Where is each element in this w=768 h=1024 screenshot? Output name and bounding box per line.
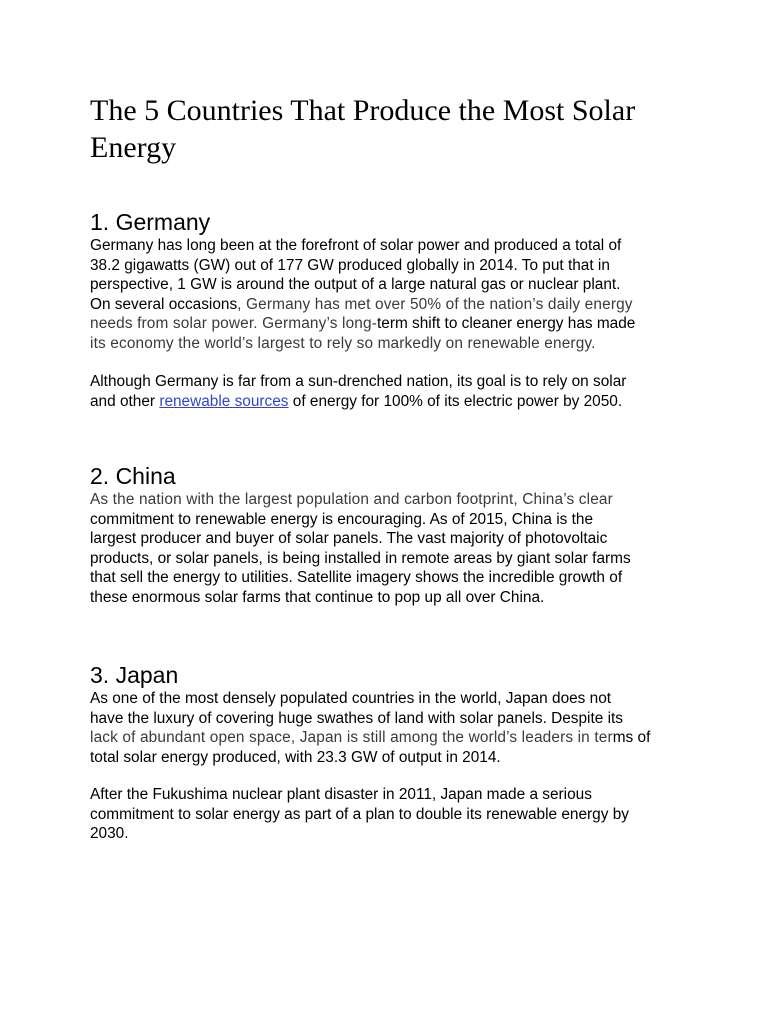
text-line: Although Germany is far from a sun-drenched nation, its goal is to rely on solar <box>90 373 627 390</box>
text-line: its economy the world’s largest to rely so markedly on renewable energy. <box>90 334 596 352</box>
text-segment: term shift to cleaner energy has made <box>377 315 636 332</box>
text-segment: and other <box>90 392 160 410</box>
text-line: perspective, 1 GW is around the output of a large natural gas or nuclear plant. <box>90 276 621 293</box>
page-title: The 5 Countries That Produce the Most Solar Energy <box>90 94 636 164</box>
text-line <box>90 314 690 334</box>
text-line <box>90 728 690 748</box>
renewable-sources-link[interactable]: renewable sources <box>159 392 289 410</box>
text-line: these enormous solar farms that continue to pop up all over China. <box>90 588 545 606</box>
text-line: As the nation with the largest population and carbon footprint, China’s clear <box>90 491 613 508</box>
germany-paragraph-2 <box>90 372 690 411</box>
text-segment: of energy for 100% of its electric power by 2050. <box>288 392 623 410</box>
text-line: largest producer and buyer of solar panels. The vast majority of photovoltaic <box>90 530 608 547</box>
text-line: After the Fukushima nuclear plant disaster in 2011, Japan made a serious <box>90 786 592 803</box>
text-line: 2030. <box>90 825 129 842</box>
germany-paragraph-1 <box>90 236 690 353</box>
text-line: have the luxury of covering huge swathes of land with solar panels. Despite its <box>90 709 623 727</box>
japan-paragraph-1 <box>90 689 690 767</box>
text-segment: , Germany has met over 50% of the nation’s daily energy <box>237 295 633 313</box>
text-line: products, or solar panels, is being installed in remote areas by giant solar farms <box>90 549 631 567</box>
text-segment: ms of <box>612 729 651 746</box>
text-line: commitment to renewable energy is encouraging. As of 2015, China is the <box>90 510 594 528</box>
china-paragraph-1 <box>90 490 690 607</box>
text-segment: lack of abundant open space, Japan is still among the world’s leaders in ter <box>90 729 613 746</box>
text-line: total solar energy produced, with 23.3 GW of output in 2014. <box>90 748 501 766</box>
text-line: 38.2 gigawatts (GW) out of 177 GW produced globally in 2014. To put that in <box>90 256 610 274</box>
text-line: As one of the most densely populated countries in the world, Japan does not <box>90 690 612 707</box>
text-line <box>90 392 690 412</box>
section-heading-germany: 1. Germany <box>90 209 211 235</box>
text-line: Germany has long been at the forefront of solar power and produced a total of <box>90 237 622 254</box>
text-line: commitment to solar energy as part of a plan to double its renewable energy by <box>90 805 629 823</box>
text-segment: On several occasions <box>90 295 238 313</box>
japan-paragraph-2 <box>90 785 690 844</box>
text-line: that sell the energy to utilities. Satellite imagery shows the incredible growth of <box>90 569 623 586</box>
text-line <box>90 295 690 315</box>
section-heading-china: 2. China <box>90 463 176 489</box>
text-segment: needs from solar power. Germany’s long- <box>90 315 377 332</box>
section-heading-japan: 3. Japan <box>90 662 179 688</box>
